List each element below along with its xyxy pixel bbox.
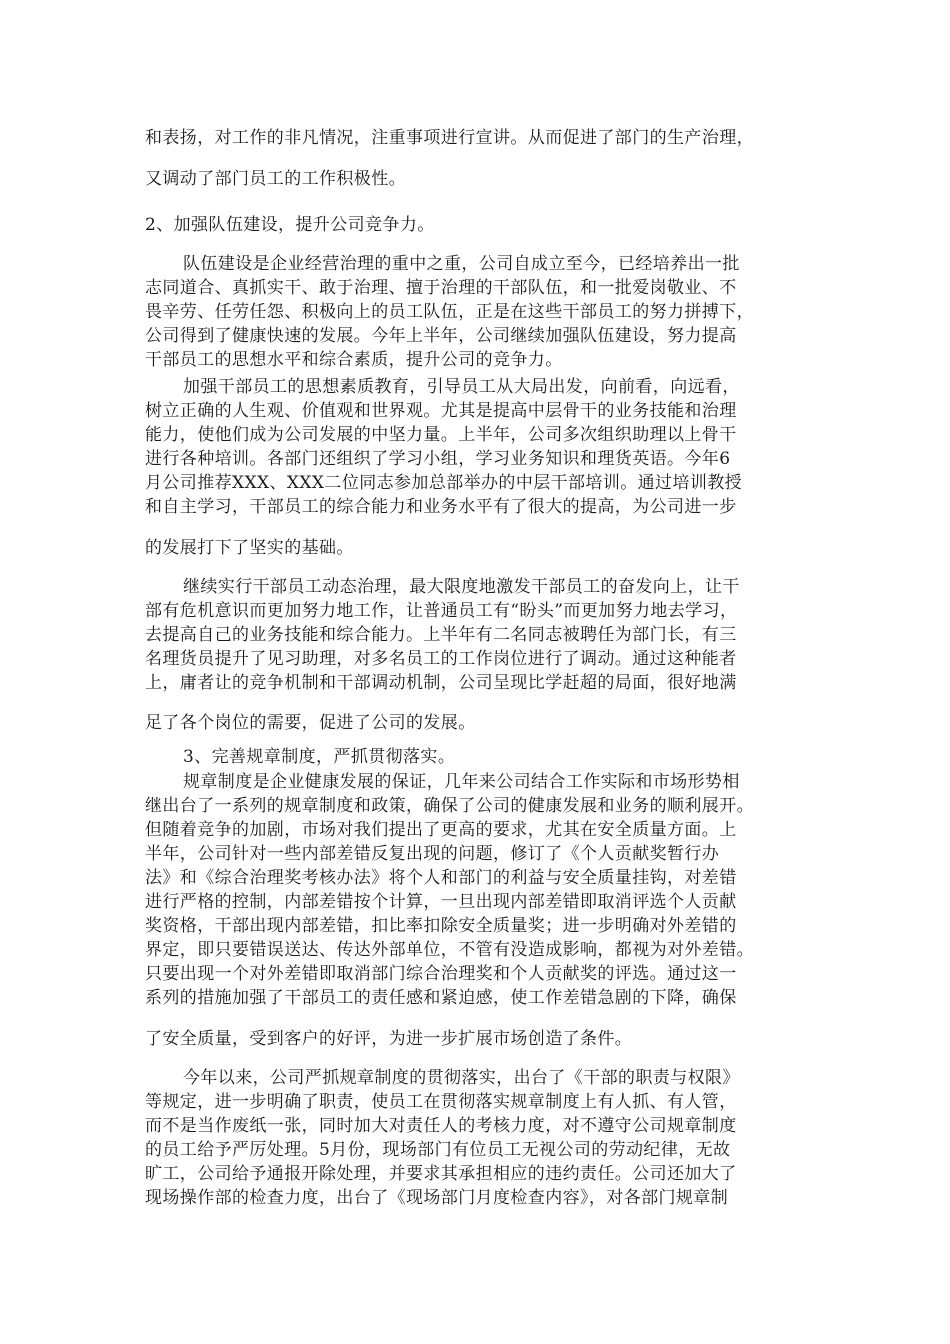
text-line: 继续实行干部员工动态治理，最大限度地激发干部员工的奋发向上，让干 bbox=[183, 577, 740, 597]
text-line: 进行各种培训。各部门还组织了学习小组，学习业务知识和理货英语。今年6 bbox=[145, 449, 731, 469]
text-line: 去提高自己的业务技能和综合能力。上半年有二名同志被聘任为部门长，有三 bbox=[145, 625, 737, 645]
text-line: 系列的措施加强了干部员工的责任感和紧迫感，使工作差错急剧的下降，确保 bbox=[145, 988, 737, 1008]
text-line: 部有危机意识而更加努力地工作，让普通员工有“盼头”而更加努力地去学习， bbox=[145, 601, 738, 621]
text-line: 畏辛劳、任劳任怨、积极向上的员工队伍，正是在这些干部员工的努力拼搏下， bbox=[145, 302, 754, 322]
text-line: 了安全质量，受到客户的好评，为进一步扩展市场创造了条件。 bbox=[145, 1029, 633, 1049]
text-line: 今年以来，公司严抓规章制度的贯彻落实，出台了《干部的职责与权限》 bbox=[183, 1068, 740, 1088]
text-line: 但随着竞争的加剧，市场对我们提出了更高的要求，尤其在安全质量方面。上 bbox=[145, 820, 737, 840]
text-line: 和自主学习，干部员工的综合能力和业务水平有了很大的提高，为公司进一步 bbox=[145, 497, 737, 517]
text-line: 等规定，进一步明确了职责，使员工在贯彻落实规章制度上有人抓、有人管， bbox=[145, 1092, 737, 1112]
text-line: 现场操作部的检查力度，出台了《现场部门月度检查内容》，对各部门规章制 bbox=[145, 1188, 729, 1208]
text-line: 的员工给予严厉处理。5月份，现场部门有位员工无视公司的劳动纪律，无故 bbox=[145, 1140, 731, 1160]
text-line: 又调动了部门员工的工作积极性。 bbox=[145, 169, 406, 189]
text-line: 志同道合、真抓实干、敢于治理、擅于治理的干部队伍，和一批爱岗敬业、不 bbox=[145, 278, 737, 298]
text-line: 干部员工的思想水平和综合素质，提升公司的竞争力。 bbox=[145, 350, 563, 370]
text-line: 只要出现一个对外差错即取消部门综合治理奖和个人贡献奖的评选。通过这一 bbox=[145, 964, 737, 984]
text-line: 而不是当作废纸一张，同时加大对责任人的考核力度，对不遵守公司规章制度 bbox=[145, 1116, 737, 1136]
text-line: 法》和《综合治理奖考核办法》将个人和部门的利益与安全质量挂钩，对差错 bbox=[145, 868, 737, 888]
text-line: 规章制度是企业健康发展的保证，几年来公司结合工作实际和市场形势相 bbox=[183, 772, 740, 792]
text-line: 界定，即只要错误送达、传达外部单位，不管有没造成影响，都视为对外差错。 bbox=[145, 940, 754, 960]
text-line: 进行严格的控制，内部差错按个计算，一旦出现内部差错即取消评选个人贡献 bbox=[145, 892, 737, 912]
section-heading: 3、完善规章制度，严抓贯彻落实。 bbox=[183, 747, 456, 767]
text-line: 足了各个岗位的需要，促进了公司的发展。 bbox=[145, 713, 476, 733]
text-line: 队伍建设是企业经营治理的重中之重，公司自成立至今，已经培养出一批 bbox=[183, 254, 740, 274]
text-line: 的发展打下了坚实的基础。 bbox=[145, 538, 354, 558]
text-line: 名理货员提升了见习助理，对多名员工的工作岗位进行了调动。通过这种能者 bbox=[145, 649, 737, 669]
text-line: 半年，公司针对一些内部差错反复出现的问题，修订了《个人贡献奖暂行办 bbox=[145, 844, 720, 864]
text-line: 奖资格，干部出现内部差错，扣比率扣除安全质量奖；进一步明确对外差错的 bbox=[145, 916, 737, 936]
text-line: 旷工，公司给予通报开除处理，并要求其承担相应的违约责任。公司还加大了 bbox=[145, 1164, 737, 1184]
text-line: 上，庸者让的竞争机制和干部调动机制，公司呈现比学赶超的局面，很好地满 bbox=[145, 673, 737, 693]
text-line: 树立正确的人生观、价值观和世界观。尤其是提高中层骨干的业务技能和治理 bbox=[145, 401, 737, 421]
text-line: 月公司推荐XXX、XXX二位同志参加总部举办的中层干部培训。通过培训教授 bbox=[145, 473, 743, 493]
text-line: 和表扬，对工作的非凡情况，注重事项进行宣讲。从而促进了部门的生产治理， bbox=[145, 128, 754, 148]
text-line: 加强干部员工的思想素质教育，引导员工从大局出发，向前看，向远看， bbox=[183, 377, 740, 397]
text-line: 继出台了一系列的规章制度和政策，确保了公司的健康发展和业务的顺利展开。 bbox=[145, 796, 754, 816]
text-line: 能力，使他们成为公司发展的中坚力量。上半年，公司多次组织助理以上骨干 bbox=[145, 425, 737, 445]
text-line: 公司得到了健康快速的发展。今年上半年，公司继续加强队伍建设，努力提高 bbox=[145, 326, 737, 346]
section-heading: 2、加强队伍建设，提升公司竞争力。 bbox=[145, 215, 435, 235]
